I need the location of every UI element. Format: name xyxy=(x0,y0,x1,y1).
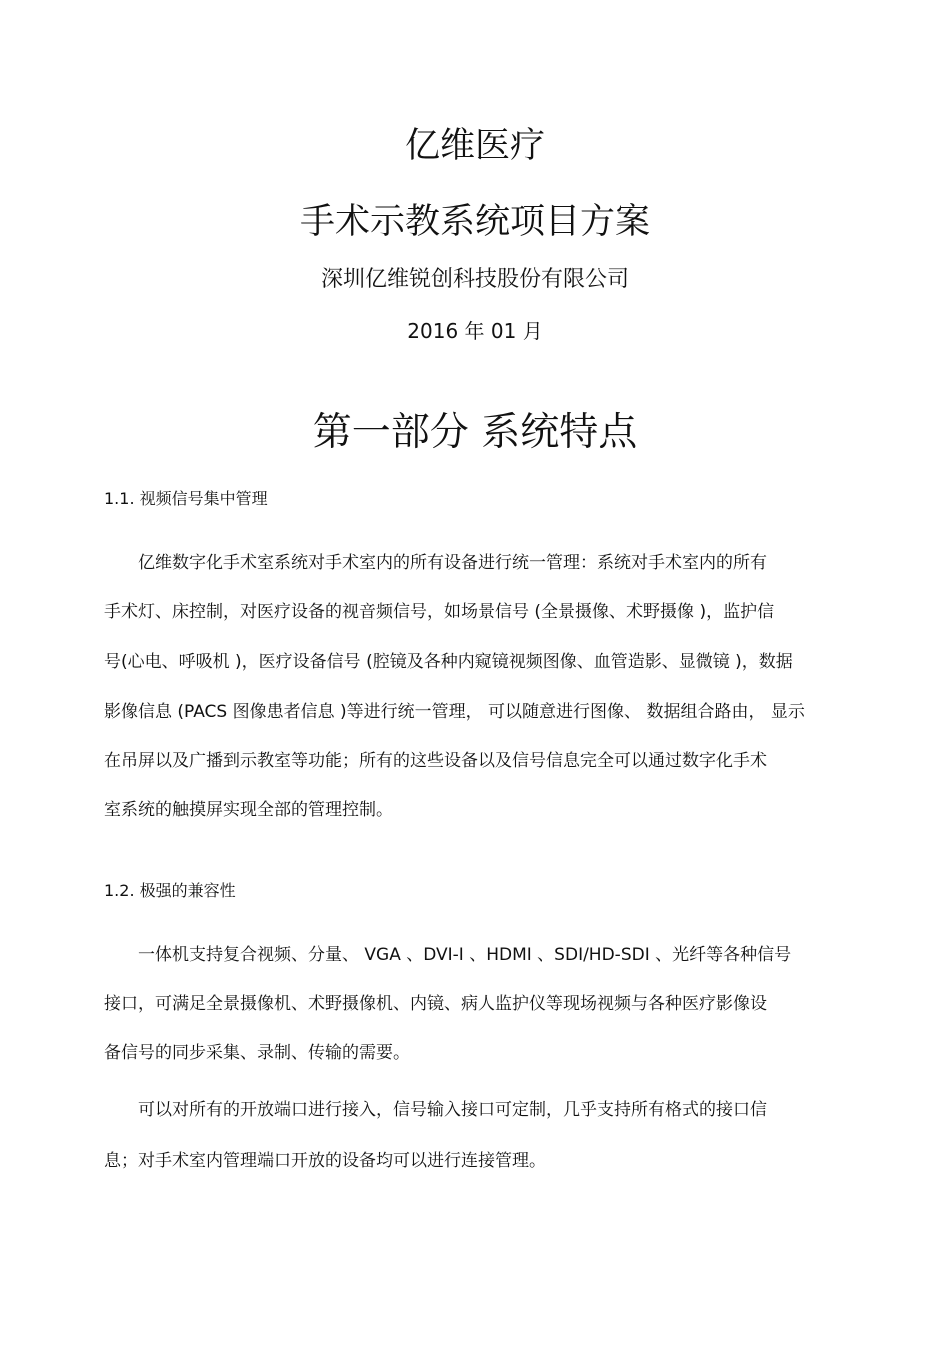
paragraph-line: 号(心电、呼吸机 )，医疗设备信号 (腔镜及各种内窥镜视频图像、血管造影、显微镜 )，数据 xyxy=(104,652,793,672)
paragraph-line: 备信号的同步采集、录制、传输的需要。 xyxy=(104,1043,410,1063)
paragraph-line: 可以对所有的开放端口进行接入，信号输入接口可定制，几乎支持所有格式的接口信 xyxy=(138,1100,767,1120)
paragraph-line: 手术灯、床控制，对医疗设备的视音频信号，如场景信号 (全景摄像、术野摄像 )，监护信 xyxy=(104,602,775,622)
paragraph-line: 一体机支持复合视频、分量、 VGA 、DVI-I 、HDMI 、SDI/HD-SDI 、光纤等各种信号 xyxy=(138,945,792,965)
paragraph-line: 接口，可满足全景摄像机、术野摄像机、内镜、病人监护仪等现场视频与各种医疗影像设 xyxy=(104,994,767,1014)
document-date: 2016 年 01 月 xyxy=(407,319,543,343)
paragraph-line: 息；对手术室内管理端口开放的设备均可以进行连接管理。 xyxy=(104,1151,546,1171)
paragraph-line: 室系统的触摸屏实现全部的管理控制。 xyxy=(104,800,393,820)
paragraph-line: 影像信息 (PACS 图像患者信息 )等进行统一管理， 可以随意进行图像、 数据组合路由， 显示 xyxy=(104,702,805,722)
paragraph-line: 在吊屏以及广播到示教室等功能；所有的这些设备以及信号信息完全可以通过数字化手术 xyxy=(104,751,767,771)
company-title: 亿维医疗 xyxy=(404,126,545,166)
project-title: 手术示教系统项目方案 xyxy=(299,202,650,242)
organization-name: 深圳亿维锐创科技股份有限公司 xyxy=(320,267,629,292)
section-heading-1-2: 1.2. 极强的兼容性 xyxy=(104,881,236,900)
part-title: 第一部分 系统特点 xyxy=(312,410,638,455)
section-heading-1-1: 1.1. 视频信号集中管理 xyxy=(104,489,268,508)
paragraph-line: 亿维数字化手术室系统对手术室内的所有设备进行统一管理：系统对手术室内的所有 xyxy=(138,553,767,573)
